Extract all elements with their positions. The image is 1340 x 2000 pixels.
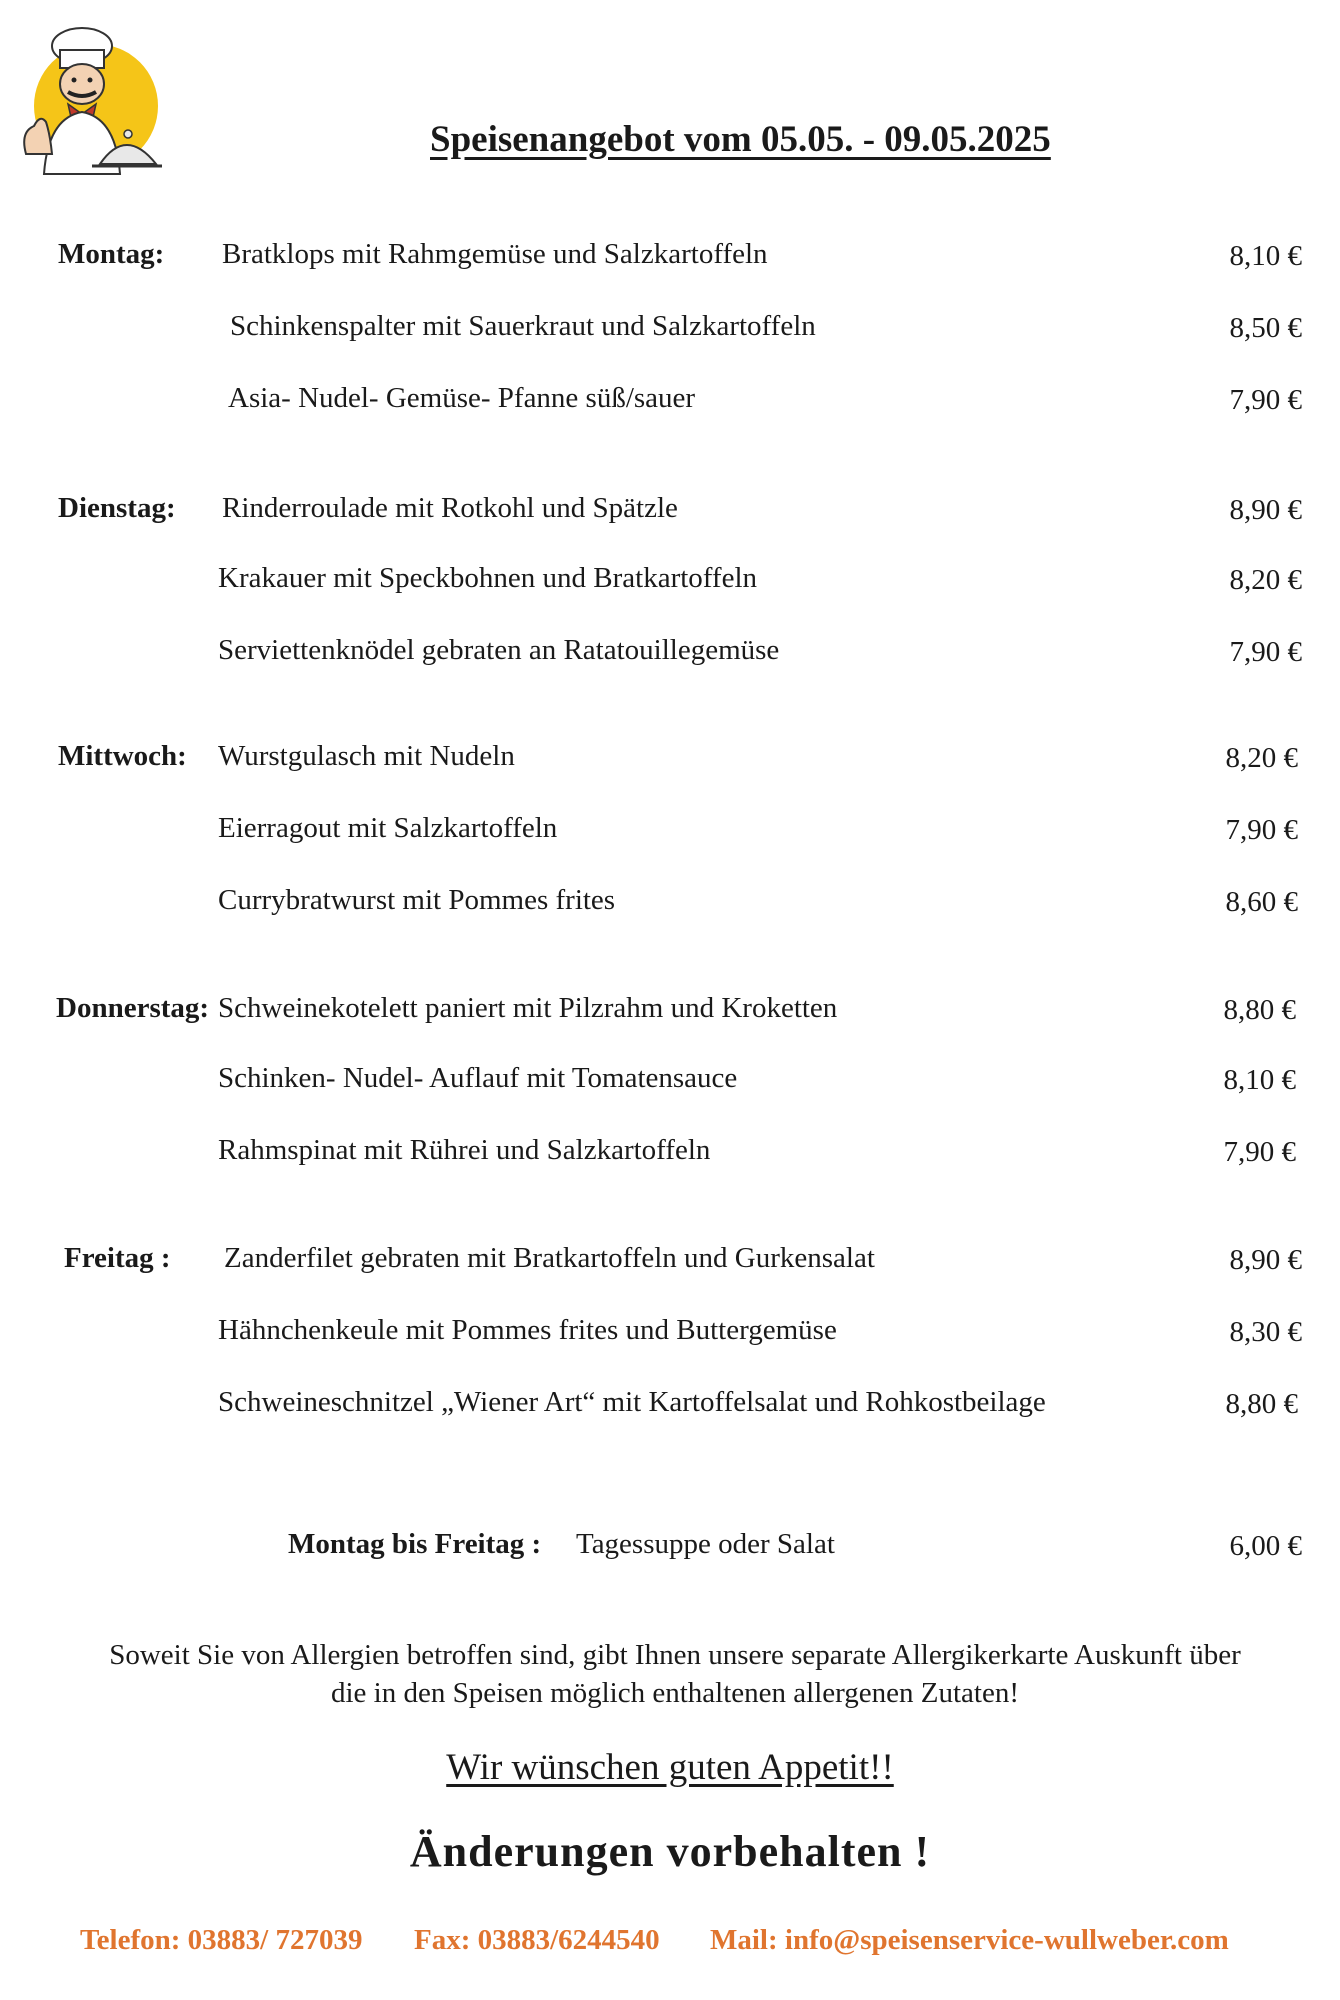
appetit-greeting: Wir wünschen guten Appetit!! [446,1747,894,1788]
dish-row [0,238,1340,278]
contact-phone: Telefon: 03883/ 727039 [80,1924,363,1956]
dish-name: Schinkenspalter mit Sauerkraut und Salzkartoffeln [230,310,816,342]
dish-name: Wurstgulasch mit Nudeln [218,740,515,772]
dish-row [0,812,1340,852]
dish-price: 7,90 € [1229,636,1302,668]
dish-row [0,992,1340,1032]
chef-mascot-icon [4,14,164,184]
dish-row [0,1134,1340,1174]
dish-name: Schweineschnitzel „Wiener Art“ mit Kartoffelsalat und Rohkostbeilage [218,1386,1046,1418]
dish-name: Eierragout mit Salzkartoffeln [218,812,558,844]
dish-name: Schinken- Nudel- Auflauf mit Tomatensauce [218,1062,738,1094]
dish-name: Asia- Nudel- Gemüse- Pfanne süß/sauer [228,382,696,414]
day-label: Dienstag: [58,492,176,524]
dish-price: 7,90 € [1225,814,1298,846]
dish-row [0,310,1340,350]
dish-name: Bratklops mit Rahmgemüse und Salzkartoffeln [222,238,768,270]
dish-price: 7,90 € [1229,384,1302,416]
dish-row [0,740,1340,780]
dish-row [0,1386,1340,1426]
dish-price: 8,90 € [1229,1244,1302,1276]
dish-price: 8,20 € [1229,564,1302,596]
dish-row [0,1314,1340,1354]
dish-price: 7,90 € [1223,1136,1296,1168]
day-label: Freitag : [64,1242,171,1274]
dish-name: Currybratwurst mit Pommes frites [218,884,616,916]
day-label: Donnerstag: [56,992,210,1024]
dish-name: Zanderfilet gebraten mit Bratkartoffeln und Gurkensalat [224,1242,875,1274]
allergy-note [40,1636,1310,1712]
dish-name: Rahmspinat mit Rührei und Salzkartoffeln [218,1134,711,1166]
contact-fax: Fax: 03883/6244540 [414,1924,660,1956]
dish-row [0,382,1340,422]
dish-name: Rinderroulade mit Rotkohl und Spätzle [222,492,678,524]
dish-name: Serviettenknödel gebraten an Ratatouillegemüse [218,634,780,666]
dish-price: 8,60 € [1225,886,1298,918]
day-label: Montag: [58,238,165,270]
day-label: Mittwoch: [58,740,187,772]
dish-name: Krakauer mit Speckbohnen und Bratkartoffeln [218,562,758,594]
daily-offer-row [0,1528,1340,1568]
dish-name: Hähnchenkeule mit Pommes frites und Buttergemüse [218,1314,837,1346]
dish-price: 8,50 € [1229,312,1302,344]
daily-offer-price: 6,00 € [1229,1530,1302,1562]
contact-mail: Mail: info@speisenservice-wullweber.com [710,1924,1229,1956]
dish-price: 8,80 € [1223,994,1296,1026]
dish-row [0,1062,1340,1102]
menu-title: Speisenangebot vom 05.05. - 09.05.2025 [430,119,1051,160]
allergy-note-line-2: die in den Speisen möglich enthaltenen allergenen Zutaten! [331,1677,1019,1709]
dish-price: 8,90 € [1229,494,1302,526]
changes-notice: Änderungen vorbehalten ! [409,1827,931,1876]
dish-price: 8,10 € [1229,240,1302,272]
daily-offer-name: Tagessuppe oder Salat [576,1528,835,1560]
dish-row [0,492,1340,532]
dish-row [0,562,1340,602]
dish-row [0,1242,1340,1282]
dish-row [0,634,1340,674]
dish-price: 8,30 € [1229,1316,1302,1348]
dish-price: 8,80 € [1225,1388,1298,1420]
dish-price: 8,10 € [1223,1064,1296,1096]
dish-price: 8,20 € [1225,742,1298,774]
daily-offer-label: Montag bis Freitag : [288,1528,542,1560]
dish-name: Schweinekotelett paniert mit Pilzrahm und Kroketten [218,992,838,1024]
dish-row [0,884,1340,924]
allergy-note-line-1: Soweit Sie von Allergien betroffen sind, gibt Ihnen unsere separate Allergikerkarte Auskunft über [109,1639,1241,1671]
